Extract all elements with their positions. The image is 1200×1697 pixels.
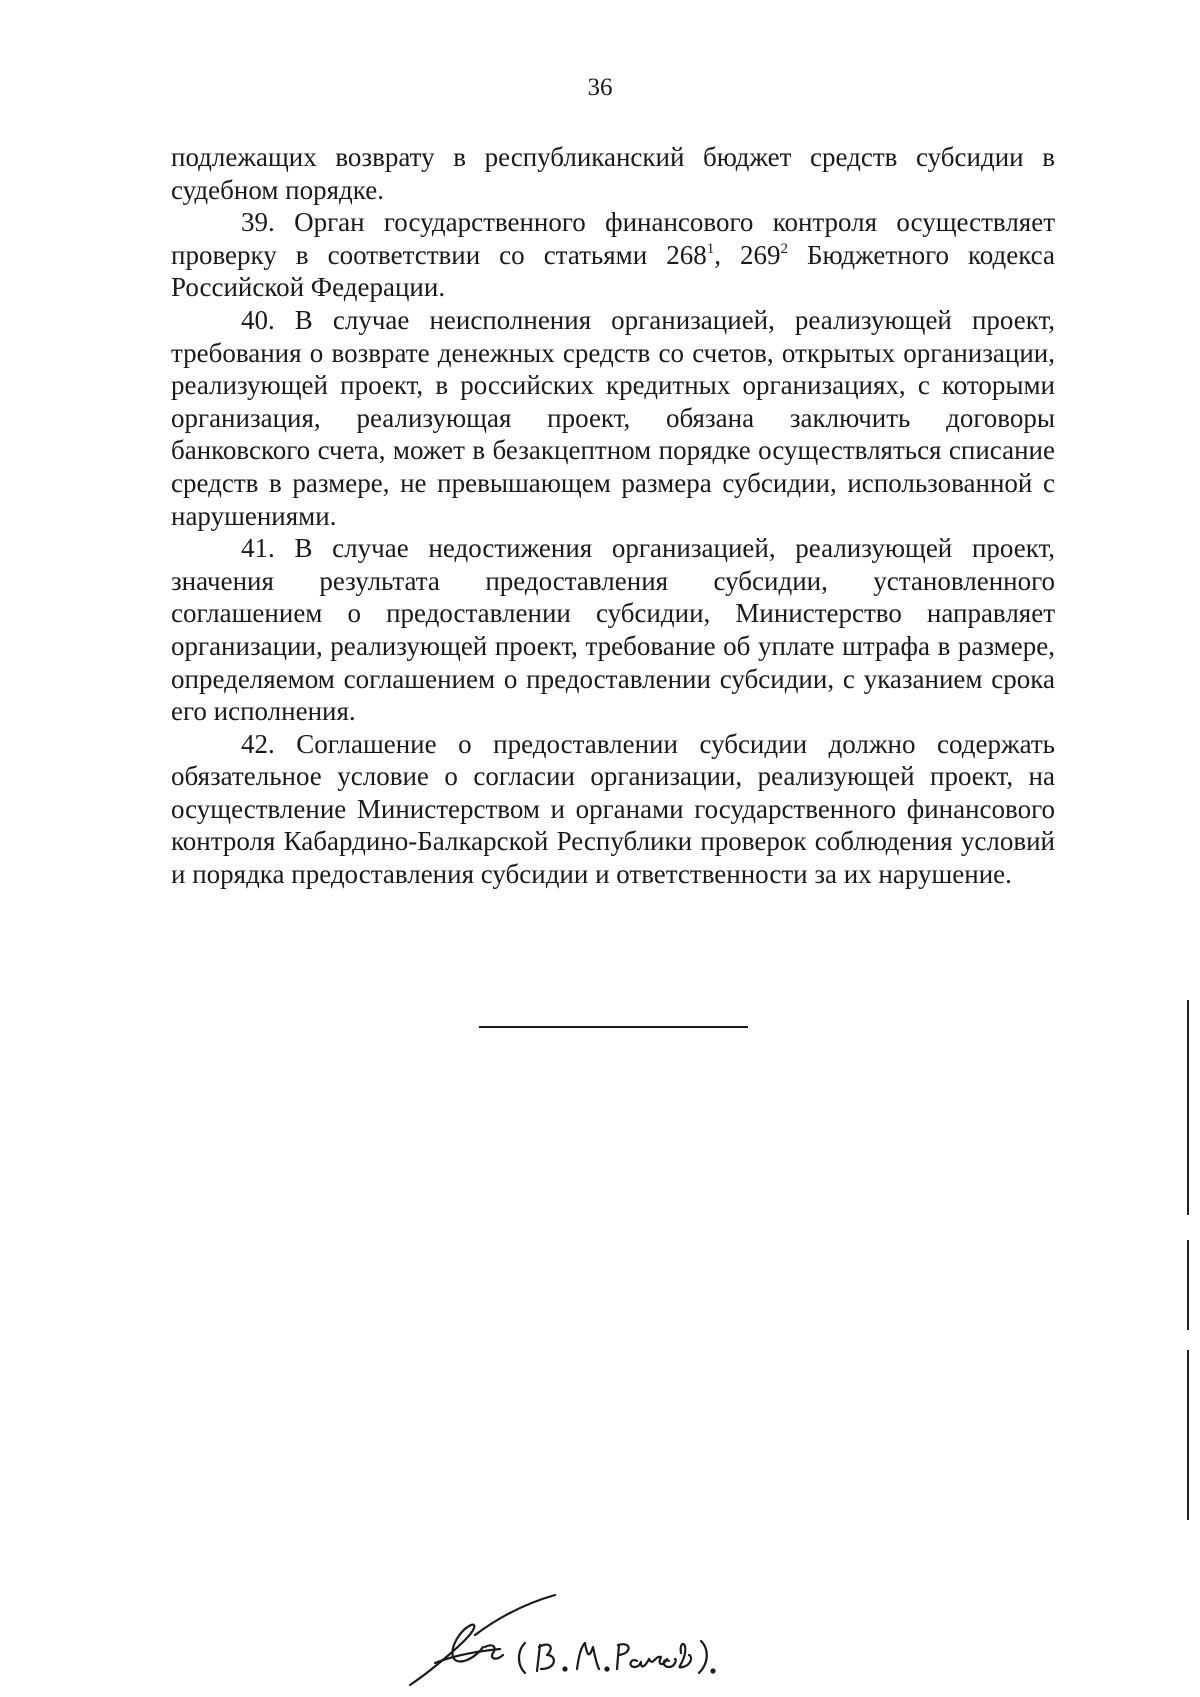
- document-body: [171, 141, 1055, 891]
- scan-edge-mark: [1187, 1240, 1189, 1330]
- footnote-ref-1: 1: [706, 240, 715, 257]
- paragraph-39: [171, 206, 1055, 304]
- paragraph-continuation: подлежащих возврату в республиканский бюджет средств субсидии в судебном порядке.: [171, 142, 1055, 205]
- closing-rule: [479, 1026, 748, 1028]
- page-number: 36: [587, 74, 613, 101]
- handwritten-signature: [405, 1585, 755, 1695]
- paragraph-40: 40. В случае неисполнения организацией, реализующей проект, требования о возврате денежных средств со счетов, открытых организации, реализующей проект, в российских кредитных организациях, с которыми организация, реализующая проект, обязана заключить договоры банковского счета, может в безакцептном порядке осуществляться списание средств в размере, не превышающем размера субсидии, использованной с нарушениями.: [171, 304, 1055, 531]
- paragraph-39-text-mid: , 269: [714, 239, 781, 270]
- scan-edge-mark: [1187, 1000, 1189, 1215]
- scan-edge-mark: [1187, 1350, 1189, 1520]
- paragraph-39-text-before: 39. Орган государственного финансового контроля осуществляет проверку в соответствии со статьями 268: [171, 207, 1055, 270]
- paragraph-41: 41. В случае недостижения организацией, реализующей проект, значения результата предоставления субсидии, установленного соглашением о предоставлении субсидии, Министерство направляет организации, реализующей проект, требование об уплате штрафа в размере, определяемом соглашением о предоставлении субсидии, с указанием срока его исполнения.: [171, 533, 1055, 727]
- paragraph-42: 42. Соглашение о предоставлении субсидии должно содержать обязательное условие о согласии организации, реализующей проект, на осуществление Министерством и органами государственного финансового контроля Кабардино-Балкарской Республики проверок соблюдения условий и порядка предоставления субсидии и ответственности за их нарушение.: [171, 728, 1055, 890]
- footnote-ref-2: 2: [780, 240, 788, 257]
- paragraph-39-text-after: Бюджетного кодекса Российской Федерации.: [171, 239, 1055, 303]
